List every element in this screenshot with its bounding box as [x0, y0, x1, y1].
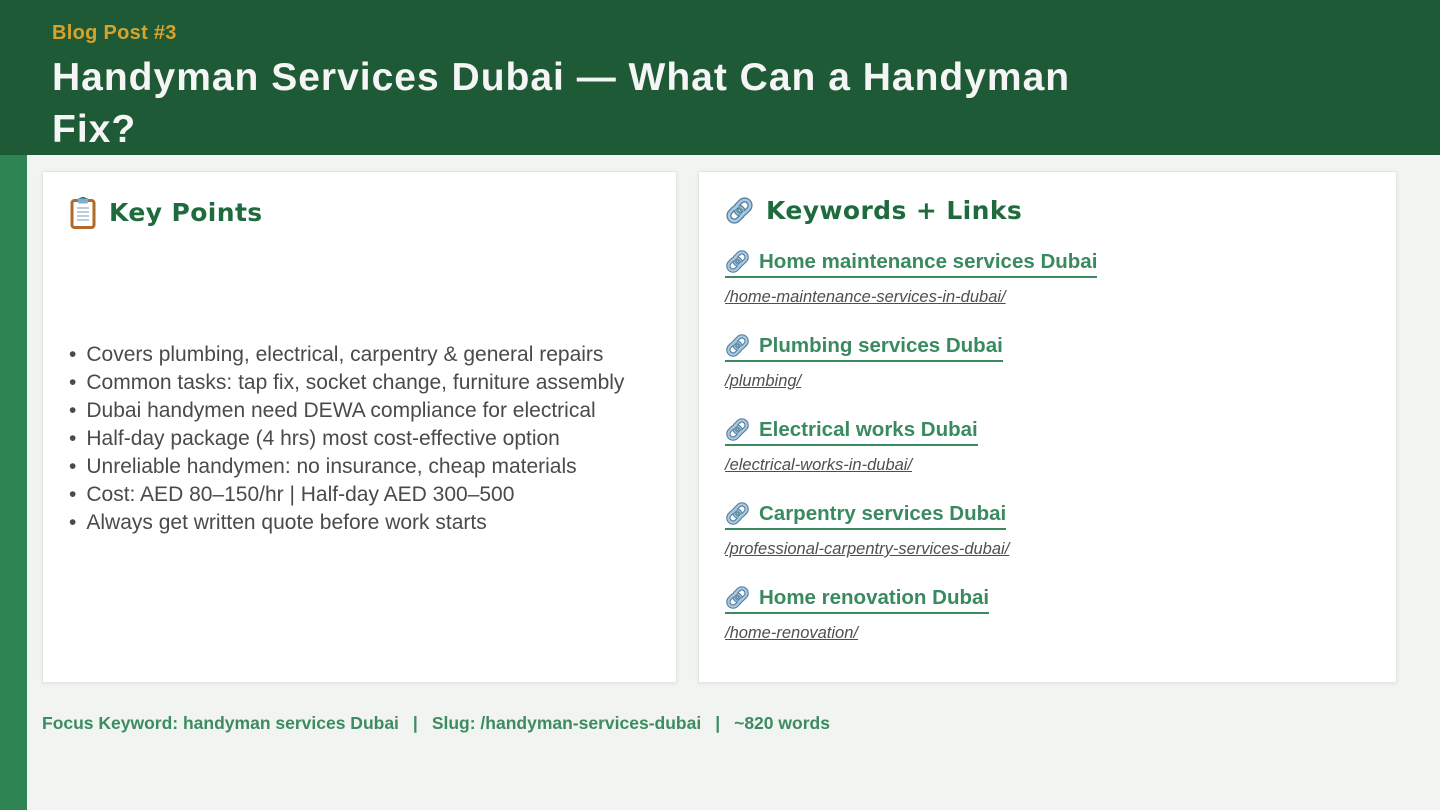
key-point-item: • Unreliable handymen: no insurance, cheap materials — [69, 453, 650, 481]
link-icon — [725, 501, 750, 526]
keyword-link-block — [725, 501, 1370, 559]
link-icon — [725, 417, 750, 442]
keyword-slug: /electrical-works-in-dubai/ — [725, 456, 913, 474]
meta-part: Focus Keyword: handyman services Dubai — [42, 713, 399, 733]
keyword-link-label: Plumbing services Dubai — [759, 333, 1003, 357]
meta-separator: | — [715, 713, 721, 733]
keyword-slug: /home-maintenance-services-in-dubai/ — [725, 288, 1006, 306]
page-title-line1: Handyman Services Dubai — What Can a Handyman — [52, 56, 1071, 99]
keyword-slug: /plumbing/ — [725, 372, 802, 390]
link-icon — [725, 249, 750, 274]
keyword-link-label: Home renovation Dubai — [759, 585, 990, 609]
key-points-title: Key Points — [109, 198, 263, 227]
meta-footer — [42, 713, 1400, 734]
page-title — [52, 52, 1400, 156]
keywords-title: Keywords + Links — [766, 196, 1023, 225]
keywords-links-card — [698, 171, 1397, 683]
keyword-link-label: Home maintenance services Dubai — [759, 249, 1098, 273]
keyword-link-block — [725, 249, 1370, 307]
keyword-link[interactable] — [725, 417, 978, 446]
keyword-link[interactable] — [725, 501, 1006, 530]
key-point-item: • Half-day package (4 hrs) most cost-effective option — [69, 425, 650, 453]
key-points-heading — [69, 196, 650, 229]
key-points-list — [69, 341, 650, 547]
keyword-link[interactable] — [725, 249, 1097, 278]
link-icon — [725, 333, 750, 358]
content-area — [42, 171, 1397, 683]
clipboard-icon — [69, 196, 97, 229]
meta-separator: | — [412, 713, 418, 733]
key-points-card — [42, 171, 677, 683]
keyword-slug: /home-renovation/ — [725, 624, 858, 642]
keywords-heading — [725, 196, 1370, 225]
meta-part: ~820 words — [734, 713, 830, 733]
keyword-link[interactable] — [725, 333, 1003, 362]
key-point-item: • Cost: AED 80–150/hr | Half-day AED 300–500 — [69, 481, 650, 509]
key-point-item: • Always get written quote before work starts — [69, 509, 650, 537]
key-point-item: • Dubai handymen need DEWA compliance for electrical — [69, 397, 650, 425]
keyword-link-block — [725, 417, 1370, 475]
link-icon — [725, 196, 754, 225]
keyword-link-block — [725, 333, 1370, 391]
kicker-label: Blog Post #3 — [52, 22, 177, 44]
key-point-item: • Covers plumbing, electrical, carpentry & general repairs — [69, 341, 650, 369]
left-accent-strip — [0, 155, 27, 810]
page-title-line2: Fix? — [52, 108, 137, 151]
header-banner — [0, 0, 1440, 155]
keyword-link-label: Carpentry services Dubai — [759, 501, 1007, 525]
keyword-link-block — [725, 585, 1370, 643]
key-point-item: • Common tasks: tap fix, socket change, furniture assembly — [69, 369, 650, 397]
keyword-links-list — [725, 249, 1370, 669]
keyword-link[interactable] — [725, 585, 989, 614]
link-icon — [725, 585, 750, 610]
meta-part: Slug: /handyman-services-dubai — [431, 713, 702, 733]
keyword-slug: /professional-carpentry-services-dubai/ — [725, 540, 1010, 558]
keyword-link-label: Electrical works Dubai — [759, 417, 978, 441]
